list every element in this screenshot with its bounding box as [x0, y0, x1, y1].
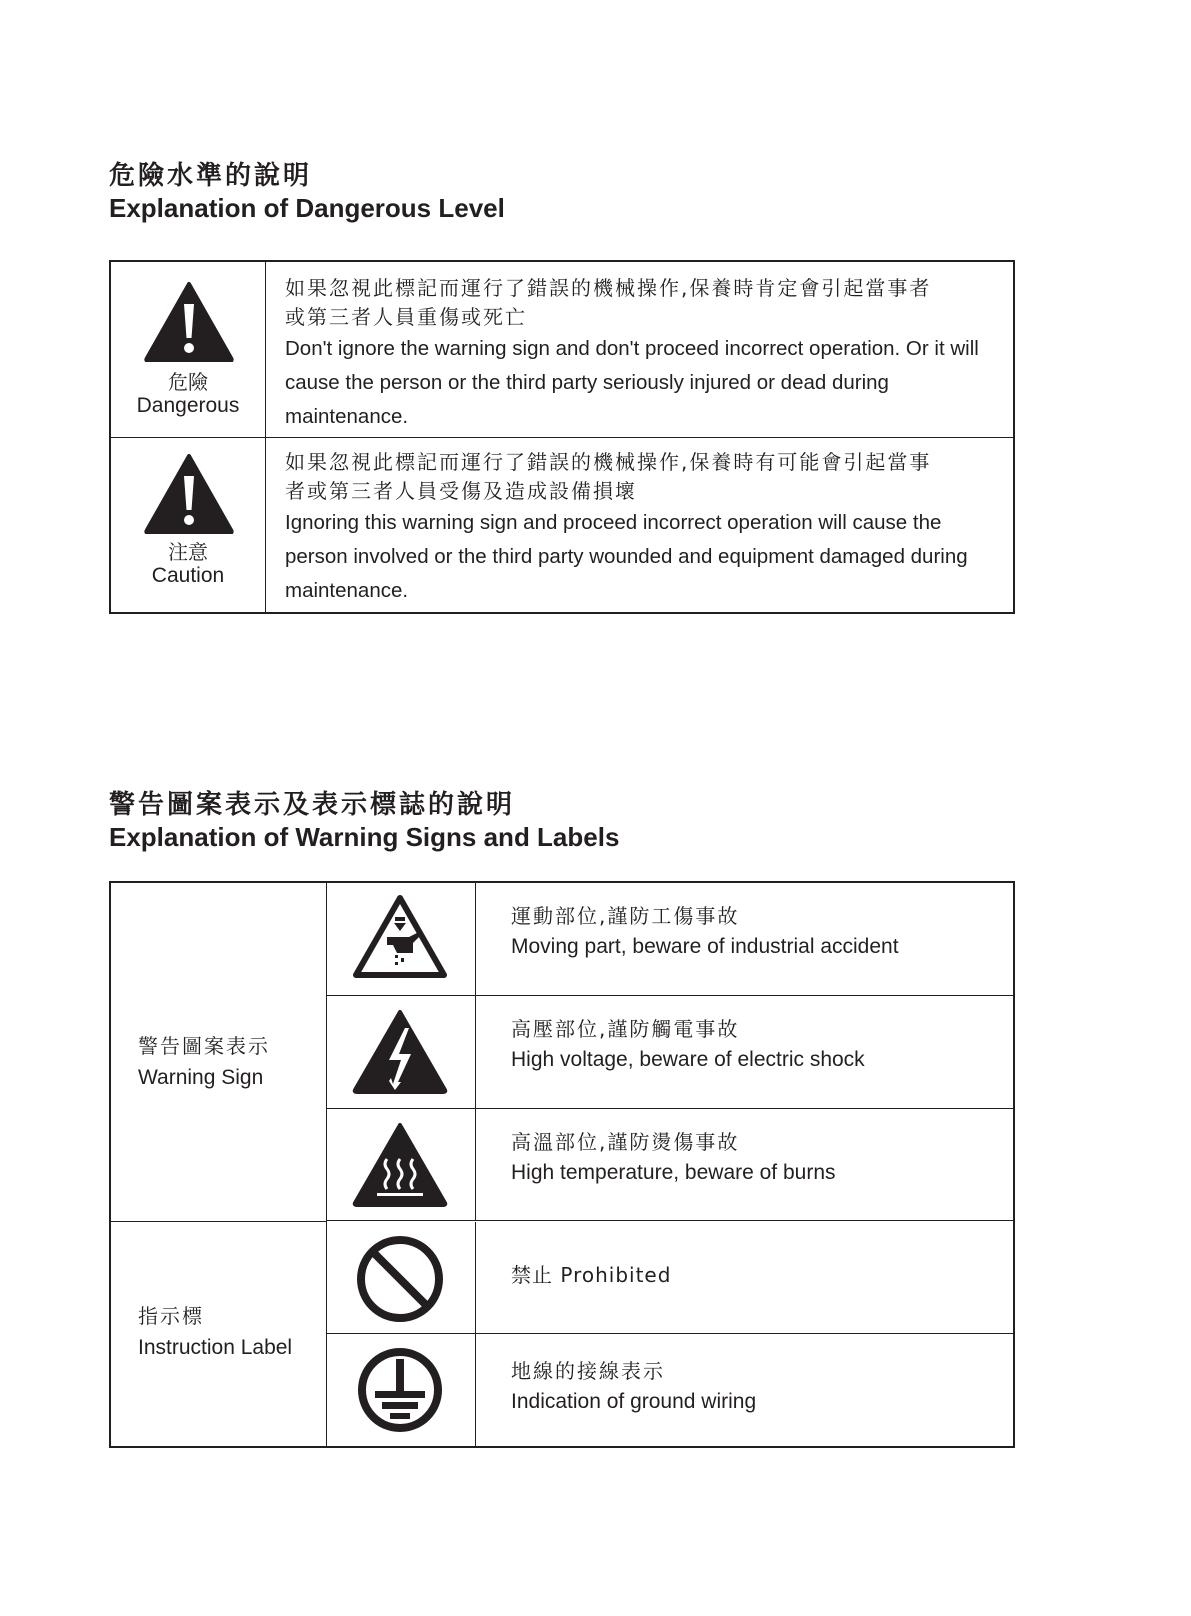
danger-level-table — [109, 260, 1015, 614]
sign-text-zh: 運動部位,謹防工傷事故 — [511, 904, 740, 928]
danger-icon-cell — [111, 262, 266, 437]
caution-text-en: Ignoring this warning sign and proceed incorrect operation will cause the person involved or the third party wounded and equipment damaged during maintenance. — [285, 511, 968, 602]
sign-row-high-voltage — [327, 996, 1013, 1109]
sign-icon-cell — [327, 1334, 476, 1446]
caution-text-zh-1: 如果忽視此標記而運行了錯誤的機械操作,保養時有可能會引起當事 — [285, 450, 932, 474]
sign-icon-cell — [327, 1222, 476, 1333]
section1-title-en: Explanation of Dangerous Level — [109, 193, 505, 223]
sign-text — [511, 1014, 865, 1076]
danger-label-zh: 危險 — [168, 370, 208, 394]
sign-text-en: High voltage, beware of electric shock — [511, 1048, 865, 1071]
sign-row-high-temperature — [327, 1109, 1013, 1221]
sign-text — [511, 1356, 756, 1418]
high-voltage-icon — [351, 1008, 449, 1096]
warning-sign-label-zh: 警告圖案表示 — [138, 1034, 270, 1058]
sign-icon-cell — [327, 996, 476, 1108]
ground-icon — [351, 1341, 449, 1439]
sign-text-zh: 高壓部位,謹防觸電事故 — [511, 1017, 740, 1041]
section1-title-zh: 危險水準的說明 — [109, 161, 313, 191]
warning-signs-table — [109, 881, 1015, 1448]
sign-text-en: Indication of ground wiring — [511, 1390, 757, 1413]
caution-label-en: Caution — [151, 564, 225, 587]
warning-sign-group — [111, 883, 327, 1222]
instruction-label-zh: 指示標 — [138, 1304, 204, 1328]
caution-text-zh-2: 者或第三者人員受傷及造成設備損壞 — [285, 479, 637, 503]
instruction-label-en: Instruction Label — [138, 1336, 293, 1359]
sign-text-zh: 地線的接線表示 — [511, 1359, 665, 1383]
prohibited-icon — [351, 1230, 449, 1328]
sign-text — [511, 1260, 671, 1290]
danger-text-zh-2: 或第三者人員重傷或死亡 — [285, 305, 527, 329]
warning-sign-label-en: Warning Sign — [138, 1066, 264, 1089]
sign-text-en: High temperature, beware of burns — [511, 1161, 836, 1184]
sign-text — [511, 1127, 836, 1189]
danger-description — [285, 274, 1005, 434]
sign-row-moving-part — [327, 883, 1013, 996]
danger-label-en: Dangerous — [136, 394, 240, 417]
moving-part-hand-icon — [351, 893, 449, 981]
sign-row-ground — [327, 1334, 1013, 1446]
caution-icon-cell — [111, 438, 266, 612]
danger-text-zh-1: 如果忽視此標記而運行了錯誤的機械操作,保養時肯定會引起當事者 — [285, 276, 932, 300]
caution-label-zh: 注意 — [168, 540, 208, 564]
instruction-label-group — [111, 1222, 327, 1446]
sign-row-prohibited — [327, 1222, 1013, 1334]
danger-text-en: Don't ignore the warning sign and don't proceed incorrect operation. Or it will cause the person or the third party seriously injured or dead during maintenance. — [285, 337, 979, 428]
sign-text-en: Moving part, beware of industrial accident — [511, 935, 899, 958]
sign-text-zh: 高溫部位,謹防燙傷事故 — [511, 1130, 740, 1154]
exclamation-triangle-icon — [143, 280, 235, 362]
section2-title-en: Explanation of Warning Signs and Labels — [109, 822, 620, 852]
caution-row — [111, 438, 1013, 612]
danger-row — [111, 262, 1013, 438]
hot-surface-icon — [351, 1121, 449, 1209]
sign-icon-cell — [327, 883, 476, 995]
caution-description — [285, 448, 1005, 608]
section2-title-zh: 警告圖案表示及表示標誌的說明 — [109, 790, 516, 820]
sign-icon-cell — [327, 1109, 476, 1220]
sign-text-combined: 禁止 Prohibited — [511, 1263, 672, 1287]
sign-text — [511, 901, 899, 963]
exclamation-triangle-icon — [143, 452, 235, 534]
